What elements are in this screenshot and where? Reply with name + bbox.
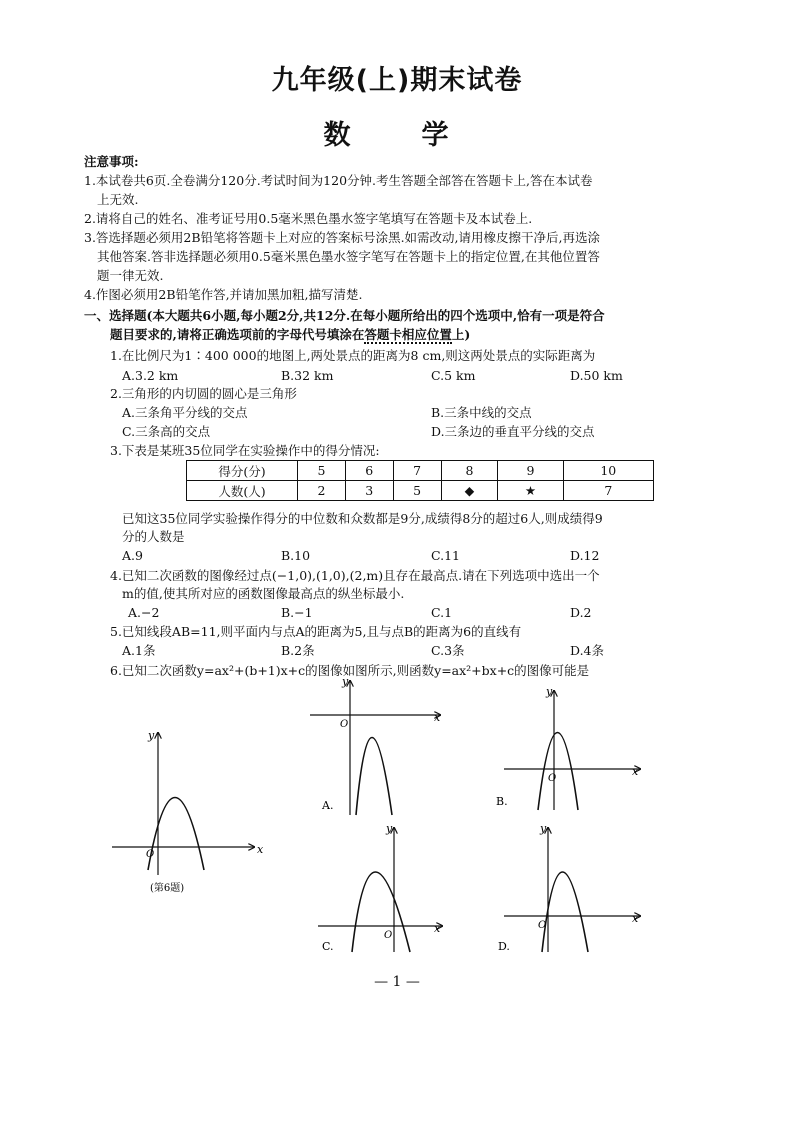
table-cell: 7 bbox=[563, 481, 653, 501]
axis-x-label: x bbox=[632, 912, 639, 925]
q3-option-b: B.10 bbox=[281, 548, 311, 563]
parabola bbox=[356, 738, 392, 816]
q4-option-b: B.−1 bbox=[281, 605, 313, 620]
q4-option-c: C.1 bbox=[431, 605, 453, 620]
note-line: 2.请将自己的姓名、准考证号用0.5毫米黑色墨水签字笔填写在答题卡及本试卷上. bbox=[84, 211, 533, 226]
table-cell: 人数(人) bbox=[187, 481, 298, 501]
q2-option-b: B.三条中线的交点 bbox=[431, 405, 532, 420]
question-2-stem: 2.三角形的内切圆的圆心是三角形 bbox=[110, 386, 297, 401]
axis-x-label: x bbox=[434, 922, 441, 935]
q5-option-a: A.1条 bbox=[122, 643, 156, 658]
q2-option-a: A.三条角平分线的交点 bbox=[122, 405, 248, 420]
q5-option-c: C.3条 bbox=[431, 643, 465, 658]
origin-label: O bbox=[340, 719, 349, 730]
question-1-stem: 1.在比例尺为1∶400 000的地图上,两处景点的距离为8 cm,则这两处景点的实际距离为 bbox=[110, 348, 596, 363]
option-label: C. bbox=[322, 940, 334, 953]
axis-y-label: y bbox=[342, 675, 349, 688]
figure-option-c bbox=[318, 822, 458, 957]
origin-label: O bbox=[384, 930, 393, 941]
origin-label: O bbox=[538, 920, 547, 931]
question-5-stem: 5.已知线段AB=11,则平面内与点A的距离为5,且与点B的距离为6的直线有 bbox=[110, 624, 522, 639]
axis-y-label: y bbox=[148, 729, 155, 742]
q1-option-c: C.5 km bbox=[431, 368, 476, 383]
diamond-cell: ◆ bbox=[441, 481, 498, 501]
q4-option-a: A.−2 bbox=[128, 605, 160, 620]
q3-text: 分的人数是 bbox=[122, 529, 185, 544]
table-cell: 5 bbox=[298, 461, 346, 481]
section-heading-line2 bbox=[110, 325, 470, 344]
note-line: 4.作图必须用2B铅笔作答,并请加黑加粗,描写清楚. bbox=[84, 287, 363, 302]
q1-option-a: A.3.2 km bbox=[122, 368, 179, 383]
star-cell: ★ bbox=[498, 481, 563, 501]
q3-option-d: D.12 bbox=[570, 548, 600, 563]
section-heading: 一、选择题(本大题共6小题,每小题2分,共12分.在每小题所给出的四个选项中,恰有一项是符合 bbox=[84, 308, 605, 323]
subject-title: 数 学 bbox=[323, 120, 471, 151]
q3-option-a: A.9 bbox=[122, 548, 143, 563]
section-heading-part: 题目要求的,请将正确选项前的字母代号填涂在 bbox=[110, 327, 365, 342]
note-line: 3.答选择题必须用2B铅笔将答题卡上对应的答案标号涂黑.如需改动,请用橡皮擦干净后,再选涂 bbox=[84, 230, 600, 245]
question-4-stem: 4.已知二次函数的图像经过点(−1,0),(1,0),(2,m)且存在最高点.请在下列选项中选出一个 bbox=[110, 568, 600, 583]
note-line: 1.本试卷共6页.全卷满分120分.考试时间为120分钟.考生答题全部答在答题卡上,答在本试卷 bbox=[84, 173, 593, 188]
section-heading-part: 上) bbox=[451, 327, 471, 342]
notes-heading: 注意事项: bbox=[84, 154, 139, 169]
table-row bbox=[187, 461, 654, 481]
table-cell: 5 bbox=[393, 481, 441, 501]
axis-x-label: x bbox=[434, 711, 441, 724]
table-cell: 2 bbox=[298, 481, 346, 501]
table-cell: 9 bbox=[498, 461, 563, 481]
option-label: B. bbox=[496, 795, 508, 808]
figure-q6-main bbox=[112, 725, 272, 895]
figure-option-b bbox=[494, 685, 644, 815]
page-number: — 1 — bbox=[374, 974, 420, 990]
q5-option-b: B.2条 bbox=[281, 643, 315, 658]
origin-label: O bbox=[548, 773, 557, 784]
axis-y-label: y bbox=[386, 822, 393, 835]
note-line: 上无效. bbox=[97, 192, 139, 207]
table-cell: 6 bbox=[345, 461, 393, 481]
q2-option-d: D.三条边的垂直平分线的交点 bbox=[431, 424, 595, 439]
note-line: 其他答案.答非选择题必须用0.5毫米黑色墨水签字笔写在答题卡上的指定位置,在其他位置答 bbox=[97, 249, 600, 264]
note-line: 题一律无效. bbox=[97, 268, 164, 283]
question-3-stem: 3.下表是某班35位同学在实验操作中的得分情况: bbox=[110, 443, 380, 458]
q2-option-c: C.三条高的交点 bbox=[122, 424, 211, 439]
table-cell: 8 bbox=[441, 461, 498, 481]
table-cell: 7 bbox=[393, 461, 441, 481]
q3-option-c: C.11 bbox=[431, 548, 460, 563]
page-title: 九年级(上)期末试卷 bbox=[271, 65, 523, 96]
figure-option-a bbox=[310, 675, 460, 825]
parabola bbox=[148, 798, 204, 871]
axis-y-label: y bbox=[540, 822, 547, 835]
parabola bbox=[542, 872, 588, 952]
table-cell: 10 bbox=[563, 461, 653, 481]
figure-option-d bbox=[494, 822, 644, 957]
emphasis-text: 答题卡相应位置 bbox=[364, 327, 452, 342]
question-4-stem-cont: m的值,使其所对应的函数图像最高点的纵坐标最小. bbox=[122, 586, 405, 601]
axis-y-label: y bbox=[546, 685, 553, 698]
parabola bbox=[538, 733, 578, 811]
question-6-stem: 6.已知二次函数y=ax²+(b+1)x+c的图像如图所示,则函数y=ax²+bx+c的图像可能是 bbox=[110, 663, 590, 678]
q3-text: 已知这35位同学实验操作得分的中位数和众数都是9分,成绩得8分的超过6人,则成绩得9 bbox=[122, 511, 603, 526]
score-table bbox=[186, 460, 654, 501]
figure-caption: (第6题) bbox=[150, 883, 185, 894]
axis-x-label: x bbox=[257, 843, 264, 856]
option-label: D. bbox=[498, 940, 510, 953]
q5-option-d: D.4条 bbox=[570, 643, 605, 658]
q1-option-b: B.32 km bbox=[281, 368, 334, 383]
origin-label: O bbox=[146, 849, 155, 860]
q4-option-d: D.2 bbox=[570, 605, 592, 620]
parabola bbox=[352, 872, 410, 952]
table-row bbox=[187, 481, 654, 501]
q1-option-d: D.50 km bbox=[570, 368, 623, 383]
option-label: A. bbox=[322, 799, 334, 812]
axis-x-label: x bbox=[632, 765, 639, 778]
table-cell: 3 bbox=[345, 481, 393, 501]
table-cell: 得分(分) bbox=[187, 461, 298, 481]
